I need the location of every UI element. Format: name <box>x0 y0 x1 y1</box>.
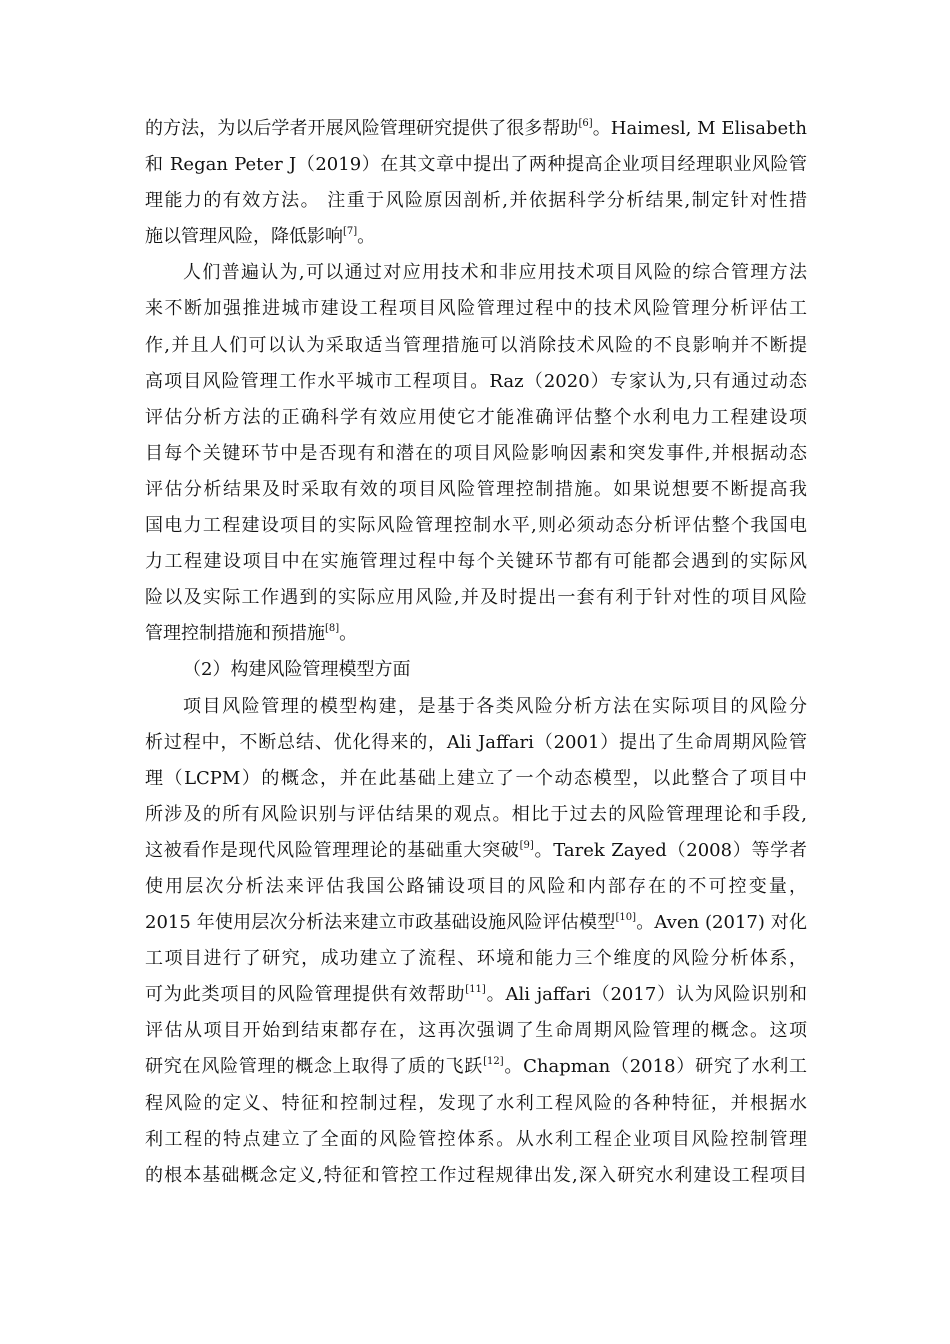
text-line: 程风险的定义、特征和控制过程，发现了水利工程风险的各种特征，并根据水 <box>145 1092 807 1114</box>
text-line: 评估分析结果及时采取有效的项目风险管理控制措施。如果说想要不断提高我 <box>145 478 807 500</box>
citation: [9] <box>519 839 534 851</box>
citation: [6] <box>578 118 593 129</box>
text-line: 高项目风险管理工作水平城市工程项目。Raz（2020）专家认为,只有通过动态 <box>145 370 807 392</box>
text-line: 析过程中，不断总结、优化得来的，Ali Jaffari（2001）提出了生命周期风险管 <box>145 731 807 753</box>
citation: [10] <box>615 912 636 924</box>
text-line: 的根本基础概念定义,特征和管控工作过程规律出发,深入研究水利建设工程项目 <box>145 1164 807 1186</box>
text-line: 工项目进行了研究，成功建立了流程、环境和能力三个维度的风险分析体系， <box>145 948 807 970</box>
text-line: 的方法，为以后学者开展风险管理研究提供了很多帮助[6]。Haimesl, M Elisabeth <box>145 118 808 139</box>
text-line: 管理控制措施和预措施[8]。 <box>145 623 358 645</box>
text-line: 险以及实际工作遇到的实际应用风险,并及时提出一套有利于针对性的项目风险 <box>145 587 807 609</box>
citation: [7] <box>343 226 358 238</box>
text-line: 项目风险管理的模型构建，是基于各类风险分析方法在实际项目的风险分 <box>183 695 807 717</box>
text-line: 来不断加强推进城市建设工程项目风险管理过程中的技术风险管理分析评估工 <box>145 298 807 320</box>
body-text <box>145 111 807 1194</box>
text-line: 评估分析方法的正确科学有效应用使它才能准确评估整个水利电力工程建设项 <box>145 406 807 428</box>
text-line: 理能力的有效方法。 注重于风险原因剖析,并依据科学分析结果,制定针对性措 <box>145 190 807 212</box>
text-line: 评估从项目开始到结束都存在，这再次强调了生命周期风险管理的概念。这项 <box>145 1020 807 1042</box>
text-line: 这被看作是现代风险管理理论的基础重大突破[9]。Tarek Zayed（2008）等学者 <box>145 839 807 861</box>
text-line: 目每个关键环节中是否现有和潜在的项目风险影响因素和突发事件,并根据动态 <box>145 442 807 464</box>
text-line: 所涉及的所有风险识别与评估结果的观点。相比于过去的风险管理理论和手段, <box>145 803 807 825</box>
text-line: 研究在风险管理的概念上取得了质的飞跃[12]。Chapman（2018）研究了水利工 <box>145 1056 808 1078</box>
text-line: 和 Regan Peter J（2019）在其文章中提出了两种提高企业项目经理职业风险管 <box>145 154 807 176</box>
citation: [12] <box>483 1056 504 1068</box>
citation: [11] <box>465 984 486 996</box>
text-line: 利工程的特点建立了全面的风险管控体系。从水利工程企业项目风险控制管理 <box>145 1128 807 1150</box>
text-line: 施以管理风险，降低影响[7]。 <box>145 226 376 248</box>
text-line: 作,并且人们可以认为采取适当管理措施可以消除技术风险的不良影响并不断提 <box>145 334 807 356</box>
section-heading: （2）构建风险管理模型方面 <box>183 659 411 681</box>
text-line: 理（LCPM）的概念，并在此基础上建立了一个动态模型，以此整合了项目中 <box>145 767 807 789</box>
text-line: 2015 年使用层次分析法来建立市政基础设施风险评估模型[10]。Aven (2017) 对化 <box>145 912 808 934</box>
text-line: 力工程建设项目中在实施管理过程中每个关键环节都有可能都会遇到的实际风 <box>145 551 807 573</box>
citation: [8] <box>325 623 340 635</box>
text-line: 使用层次分析法来评估我国公路铺设项目的风险和内部存在的不可控变量， <box>145 875 807 897</box>
text-line: 人们普遍认为,可以通过对应用技术和非应用技术项目风险的综合管理方法 <box>183 262 807 284</box>
text-line: 可为此类项目的风险管理提供有效帮助[11]。Ali jaffari（2017）认为风险识别和 <box>145 984 807 1006</box>
text-line: 国电力工程建设项目的实际风险管理控制水平,则必须动态分析评估整个我国电 <box>145 515 807 537</box>
